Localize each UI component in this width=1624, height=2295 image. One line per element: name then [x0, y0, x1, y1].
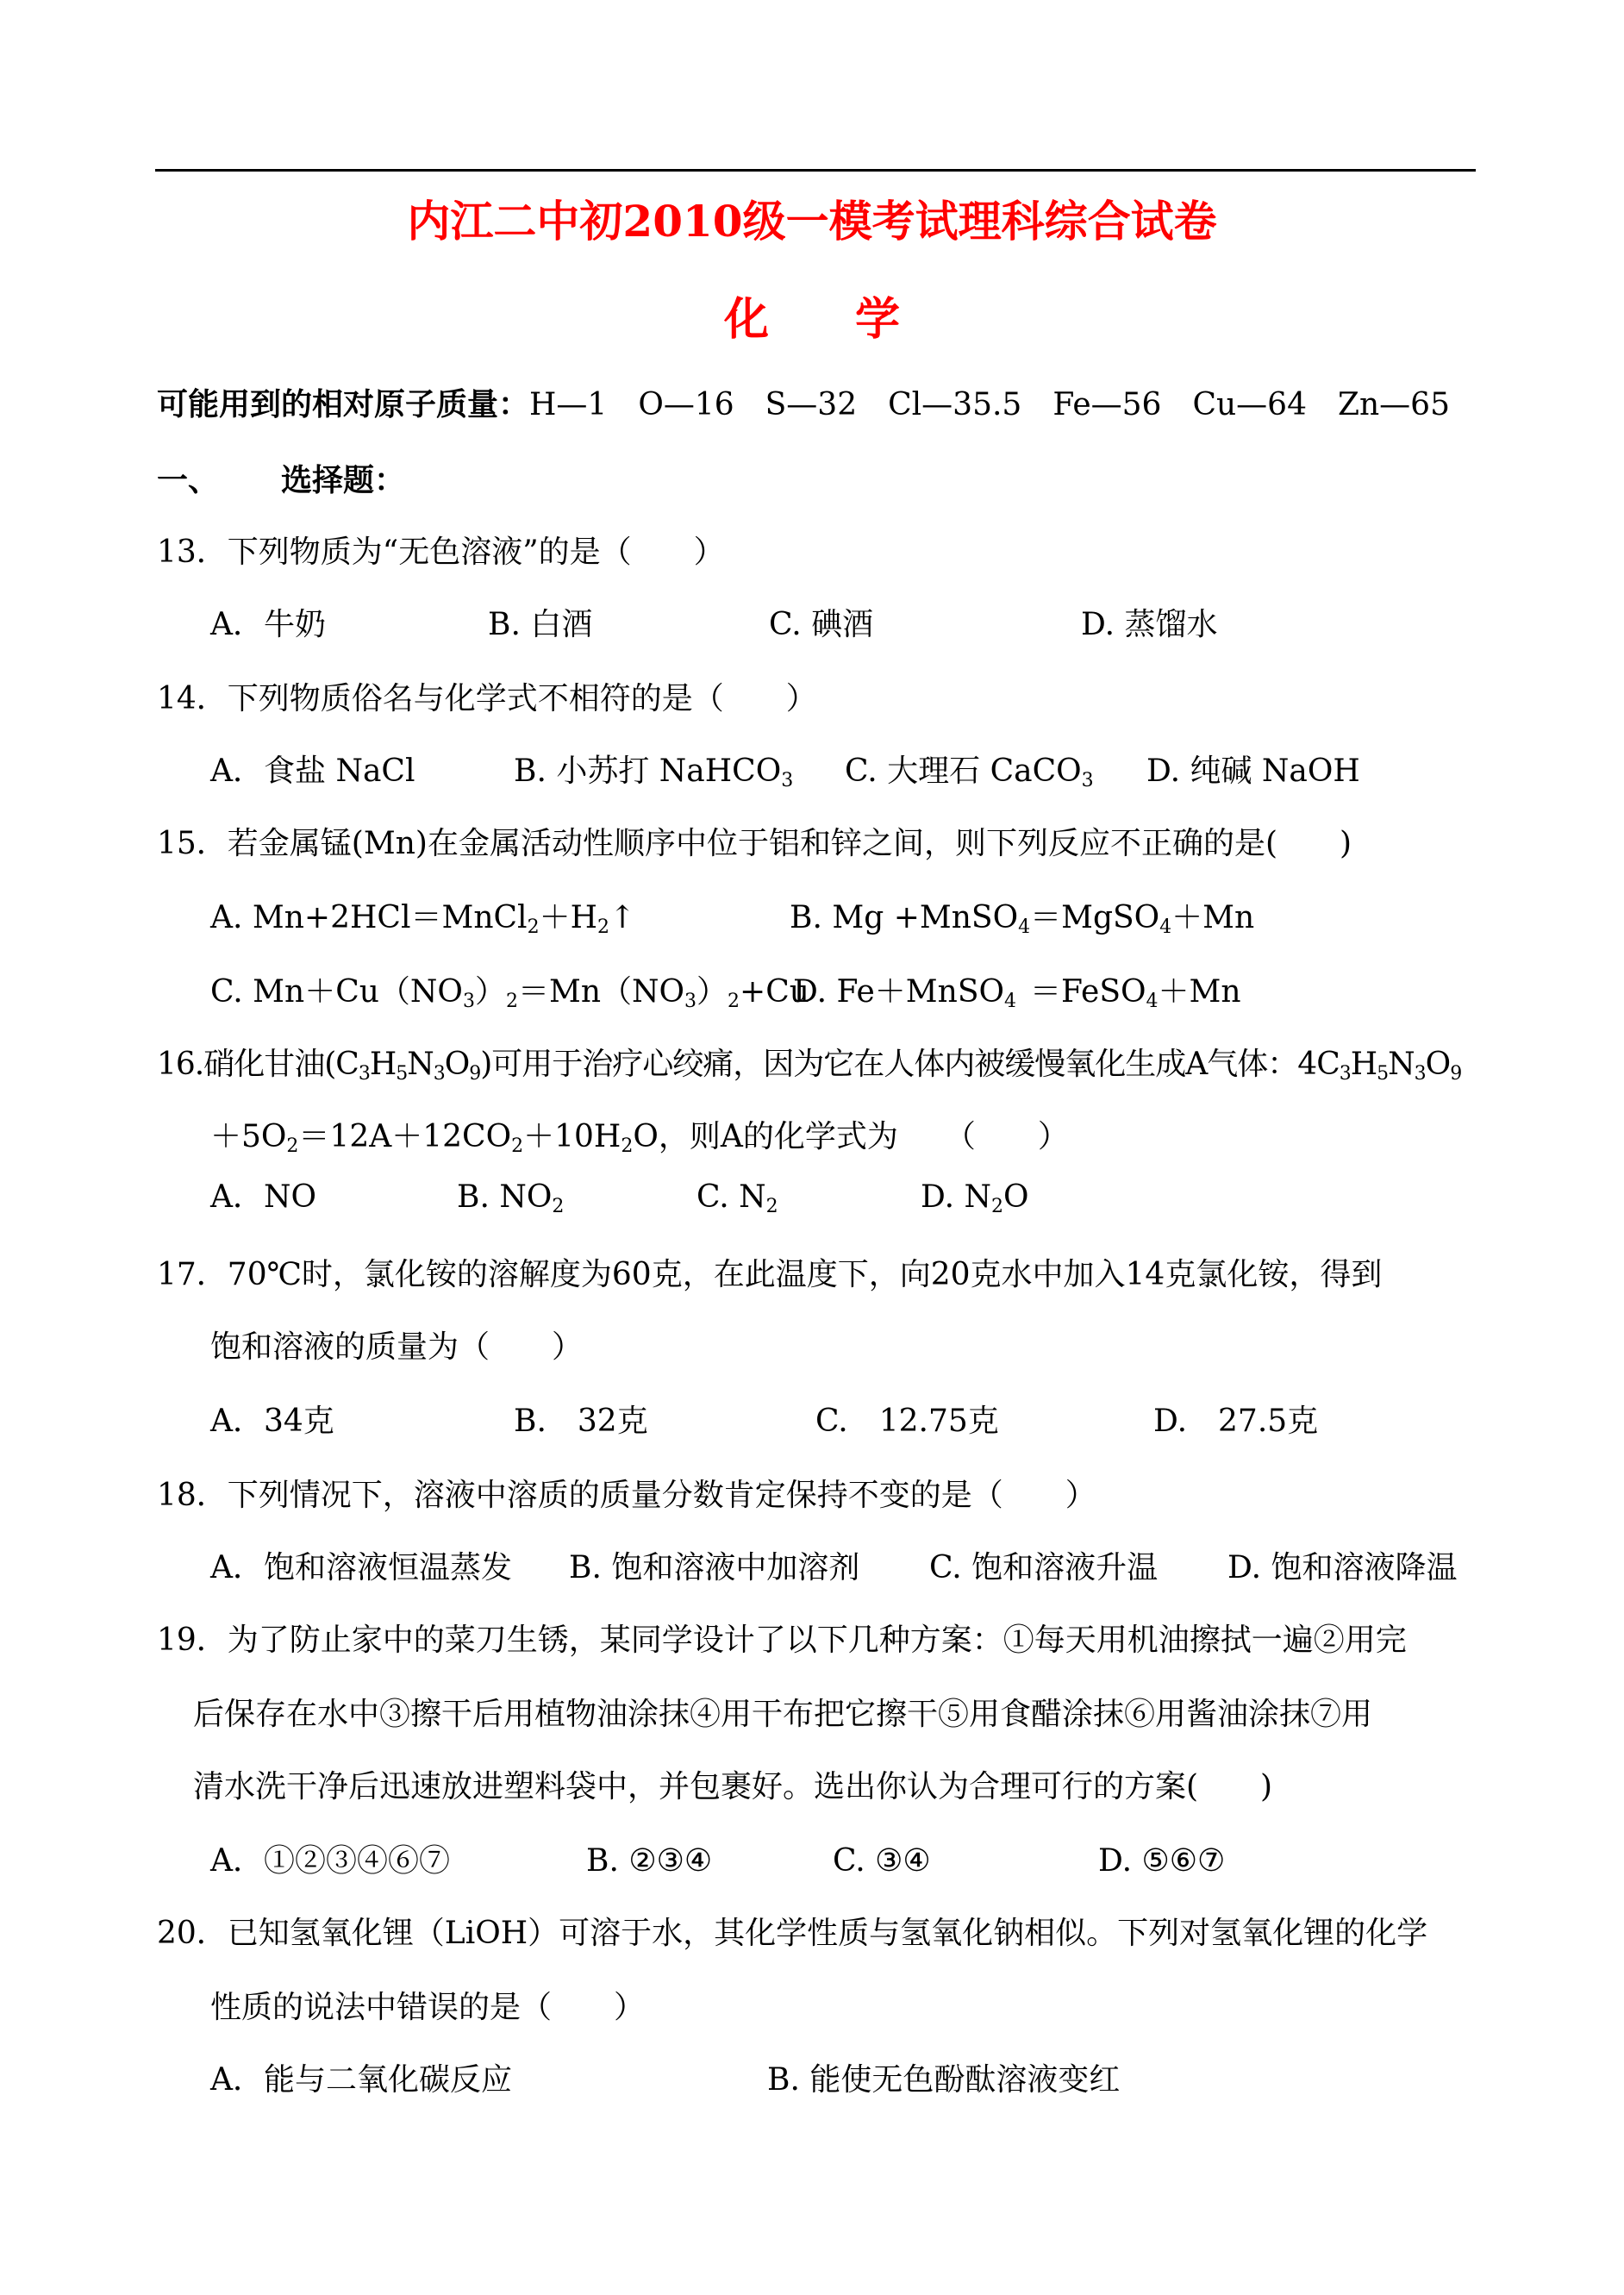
q20-option-b[interactable]: B. 能使无色酚酞溶液变红 — [767, 2062, 1121, 2098]
q19-option-c[interactable]: C. ③④ — [833, 1843, 931, 1879]
q14-option-d[interactable]: D. 纯碱 NaOH — [1146, 754, 1360, 789]
question-19-stem-line3: 清水洗干净后迅速放进塑料袋中，并包裹好。选出你认为合理可行的方案( ) — [193, 1769, 1273, 1804]
q15-option-b[interactable]: B. Mg +MnSO$_4$＝MgSO$_4$＋Mn — [790, 900, 1255, 938]
exam-title: 内江二中初2010级一模考试理科综合试卷 — [407, 196, 1217, 247]
atomic-mass-line — [157, 385, 1450, 425]
q13-option-b[interactable]: B. 白酒 — [488, 607, 593, 642]
q16-option-c[interactable]: C. $N_2$ — [696, 1179, 778, 1217]
section-heading — [157, 460, 405, 500]
question-20-stem-line1: 20．已知氢氧化锂（LiOH）可溶于水，其化学性质与氢氧化钠相似。下列对氢氧化锂的化学 — [157, 1916, 1428, 1951]
question-17-stem-line1: 17．70℃时，氯化铵的溶解度为60克，在此温度下，向20克水中加入14克氯化铵，得到 — [157, 1257, 1383, 1292]
q15-option-d[interactable]: D. Fe＋MnSO$_4$ ＝FeSO$_4$＋Mn — [793, 974, 1241, 1012]
q17-option-d[interactable]: D. 27.5克 — [1153, 1404, 1319, 1439]
q19-option-b[interactable]: B. ②③④ — [586, 1843, 713, 1879]
q19-option-d[interactable]: D. ⑤⑥⑦ — [1098, 1843, 1226, 1879]
q18-option-c[interactable]: C. 饱和溶液升温 — [929, 1550, 1159, 1585]
q16-option-b[interactable]: B. $NO_2$ — [457, 1179, 565, 1217]
section-number: 一、 — [157, 462, 220, 498]
section-title: 选择题： — [281, 462, 406, 498]
q16-option-d[interactable]: D. $N_2O$ — [921, 1179, 1029, 1217]
question-14-stem: 14．下列物质俗名与化学式不相符的是（ ） — [157, 681, 817, 716]
q16-option-a[interactable]: A．NO — [210, 1179, 317, 1215]
q17-option-b[interactable]: B. 32克 — [514, 1404, 648, 1439]
question-13-stem: 13．下列物质为“无色溶液”的是（ ） — [157, 535, 725, 570]
question-19-stem-line1: 19．为了防止家中的菜刀生锈，某同学设计了以下几种方案：①每天用机油擦拭一遍②用完 — [157, 1623, 1407, 1658]
header-rule — [155, 169, 1476, 172]
question-20-stem-line2: 性质的说法中错误的是（ ） — [210, 1990, 646, 2025]
q14-option-b[interactable]: B. 小苏打 NaHCO$_3$ — [514, 754, 794, 791]
q15-option-a[interactable]: A. $Mn+2HCl=MnCl_2+H_2↑$ — [210, 900, 636, 938]
q13-option-d[interactable]: D. 蒸馏水 — [1081, 607, 1218, 642]
q14-option-a[interactable]: A．食盐 NaCl — [210, 754, 415, 789]
question-16-stem-line2: $+5O_2=12A+12CO_2+10H_2O$，则A的化学式为 （ ） — [210, 1119, 1069, 1157]
q18-option-a[interactable]: A．饱和溶液恒温蒸发 — [210, 1550, 512, 1585]
atomic-mass-label: 可能用到的相对原子质量： — [157, 386, 530, 422]
q17-option-a[interactable]: A．34克 — [210, 1404, 334, 1439]
question-18-stem: 18．下列情况下，溶液中溶质的质量分数肯定保持不变的是（ ） — [157, 1478, 1096, 1513]
q14-option-c[interactable]: C. 大理石 CaCO$_3$ — [845, 754, 1094, 791]
q18-option-b[interactable]: B. 饱和溶液中加溶剂 — [569, 1550, 860, 1585]
q15-option-c[interactable]: C. $Mn+Cu(NO_3)_2=Mn(NO_3)_2+Cu$ — [210, 974, 809, 1012]
q19-option-a[interactable]: A．①②③④⑥⑦ — [210, 1843, 450, 1879]
q13-option-a[interactable]: A．牛奶 — [210, 607, 326, 642]
q13-option-c[interactable]: C. 碘酒 — [769, 607, 874, 642]
q17-option-c[interactable]: C. 12.75克 — [815, 1404, 999, 1439]
question-17-stem-line2: 饱和溶液的质量为（ ） — [210, 1329, 584, 1365]
question-16-stem-line1: 16.硝化甘油$(C_3H_5N_3O_9)$可用于治疗心绞痛，因为它在人体内被缓慢氧化生成A气体：$4C_3H_5N_3O_9$ — [157, 1047, 1462, 1085]
q18-option-d[interactable]: D. 饱和溶液降温 — [1227, 1550, 1458, 1585]
subject-title: 化学 — [723, 293, 986, 346]
question-15-stem: 15．若金属锰(Mn)在金属活动性顺序中位于铝和锌之间，则下列反应不正确的是( ) — [157, 826, 1352, 861]
question-19-stem-line2: 后保存在水中③擦干后用植物油涂抹④用干布把它擦干⑤用食醋涂抹⑥用酱油涂抹⑦用 — [193, 1697, 1373, 1732]
q20-option-a[interactable]: A．能与二氧化碳反应 — [210, 2062, 512, 2098]
atomic-mass-values: H—1 O—16 S—32 Cl—35.5 Fe—56 Cu—64 Zn—65 — [529, 387, 1450, 422]
